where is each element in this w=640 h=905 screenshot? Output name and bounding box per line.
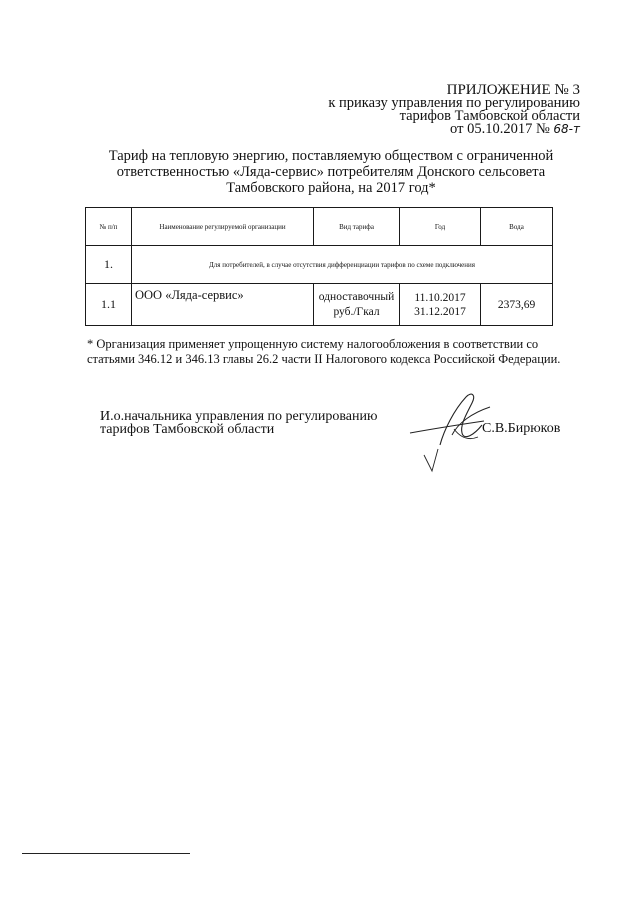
- appendix-header: [328, 84, 580, 136]
- header-cell-organization: Наименование регулируемой организации: [132, 208, 314, 246]
- title-line3: Тамбовского района, на 2017 год*: [226, 180, 436, 196]
- footnote-line2: статьями 346.12 и 346.13 главы 26.2 части II Налогового кодекса Российской Федерации.: [87, 352, 561, 366]
- title-line1: Тариф на тепловую энергию, поставляемую обществом с ограниченной: [108, 148, 554, 164]
- tariff-table: [85, 207, 553, 326]
- table-row: [86, 284, 553, 326]
- appendix-order-date: [328, 123, 580, 136]
- table-header-row: [86, 208, 553, 246]
- row-water-price: 2373,69: [481, 284, 553, 326]
- tariff-type-unit: руб./Гкал: [333, 305, 380, 318]
- signatory-name: С.В.Бирюков: [482, 421, 561, 436]
- footnote: [87, 337, 567, 367]
- appendix-order-number: 68-т: [553, 122, 580, 136]
- appendix-order-line1: к приказу управления по регулированию: [328, 95, 580, 111]
- footer-divider: [22, 853, 190, 854]
- appendix-date-prefix: от 05.10.2017 №: [450, 121, 550, 137]
- signatory-position: [100, 410, 377, 436]
- signatory-position-line2: тарифов Тамбовской области: [100, 422, 275, 437]
- appendix-order-line2: тарифов Тамбовской области: [399, 108, 580, 124]
- section-label: Для потребителей, в случае отсутствия дифференциации тарифов по схеме подключения: [132, 246, 553, 284]
- row-number: 1.1: [86, 284, 132, 326]
- table-section-row: [86, 246, 553, 284]
- row-tariff-type: [314, 284, 400, 326]
- document-title: [100, 148, 562, 196]
- row-organization: ООО «Ляда-сервис»: [132, 284, 314, 326]
- header-cell-tariff-type: Вид тарифа: [314, 208, 400, 246]
- period-end: 31.12.2017: [414, 305, 466, 318]
- appendix-heading: ПРИЛОЖЕНИЕ № 3: [446, 82, 580, 98]
- header-cell-year: Год: [400, 208, 481, 246]
- footnote-line1: * Организация применяет упрощенную систему налогообложения в соответствии со: [87, 337, 539, 351]
- tariff-type-kind: одноставочный: [318, 290, 395, 303]
- header-cell-water: Вода: [481, 208, 553, 246]
- signatory-position-line1: И.о.начальника управления по регулированию: [100, 409, 378, 424]
- period-start: 11.10.2017: [414, 291, 466, 304]
- title-line2: ответственностью «Ляда-сервис» потребителям Донского сельсовета: [116, 164, 546, 180]
- header-cell-number: № п/п: [86, 208, 132, 246]
- row-period: [400, 284, 481, 326]
- section-number: 1.: [86, 246, 132, 284]
